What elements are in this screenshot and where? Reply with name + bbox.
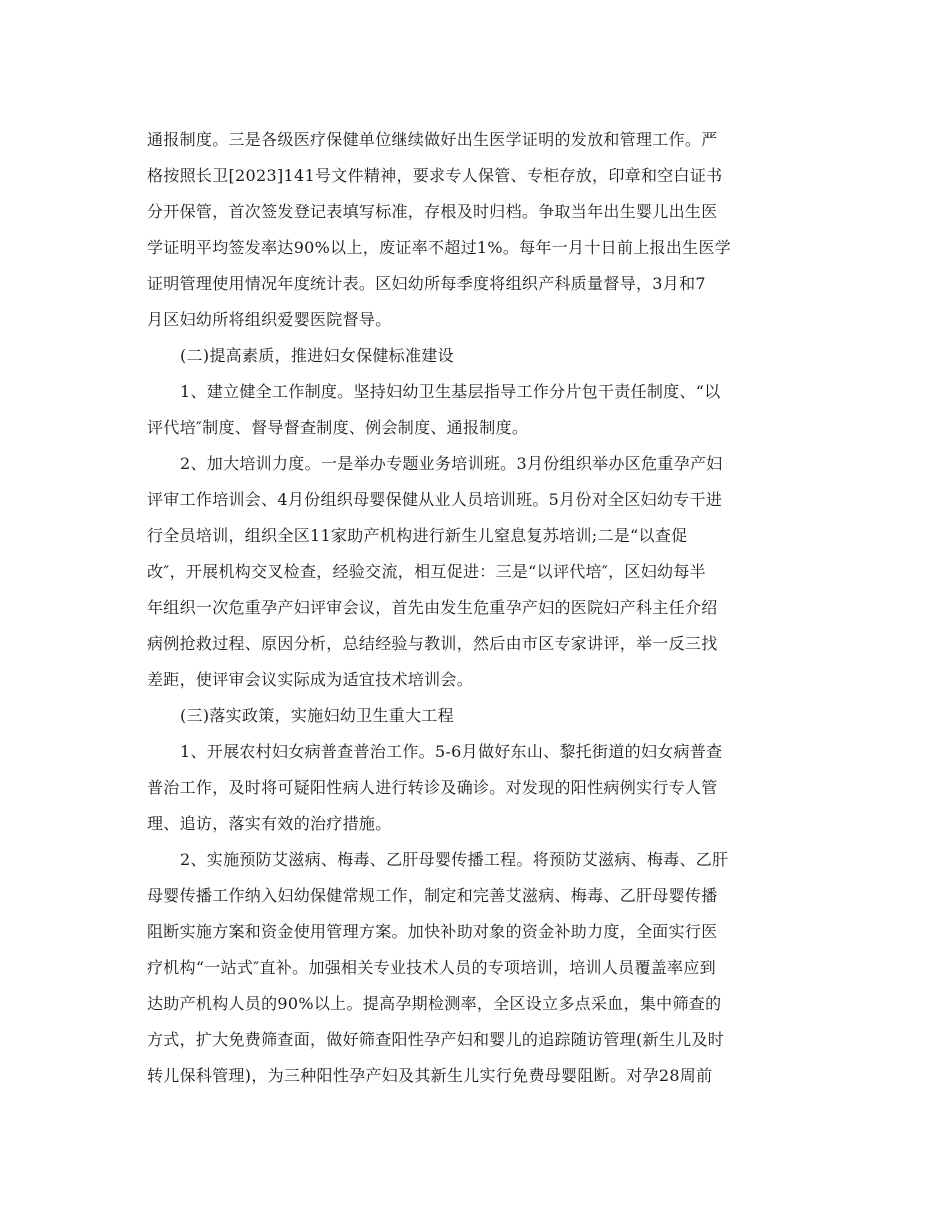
text-line: 普治工作，及时将可疑阳性病人进行转诊及确诊。对发现的阳性病例实行专人管 <box>147 778 718 797</box>
text-line: 分开保管，首次签发登记表填写标准，存根及时归档。争取当年出生婴儿出生医 <box>147 202 718 221</box>
text-line: 格按照长卫[2023]141号文件精神，要求专人保管、专柜存放，印章和空白证书 <box>147 166 723 185</box>
text-line: 理、追访，落实有效的治疗措施。 <box>147 814 392 833</box>
text-line: 1、建立健全工作制度。坚持妇幼卫生基层指导工作分片包干责任制度、“以 <box>180 382 721 401</box>
text-line: 学证明平均签发率达90%以上，废证率不超过1%。每年一月十日前上报出生医学 <box>147 238 732 257</box>
text-line: 阻断实施方案和资金使用管理方案。加快补助对象的资金补助力度，全面实行医 <box>147 922 718 941</box>
text-line: 1、开展农村妇女病普查普治工作。5-6月做好东山、黎托街道的妇女病普查 <box>180 742 723 761</box>
text-line: 改″，开展机构交叉检查，经验交流，相互促进：三是“以评代培″，区妇幼每半 <box>147 562 706 581</box>
text-line: 达助产机构人员的90%以上。提高孕期检测率，全区设立多点采血，集中筛查的 <box>147 994 722 1013</box>
section-heading: (三)落实政策，实施妇幼卫生重大工程 <box>180 706 454 725</box>
text-line: 疗机构“一站式″直补。加强相关专业技术人员的专项培训，培训人员覆盖率应到 <box>147 958 716 977</box>
text-line: 行全员培训，组织全区11家助产机构进行新生儿窒息复苏培训;二是“以查促 <box>147 526 688 545</box>
text-line: 年组织一次危重孕产妇评审会议，首先由发生危重孕产妇的医院妇产科主任介绍 <box>147 598 718 617</box>
text-line: 转儿保科管理)，为三种阳性孕产妇及其新生儿实行免费母婴阻断。对孕28周前 <box>147 1066 713 1085</box>
text-line: 2、实施预防艾滋病、梅毒、乙肝母婴传播工程。将预防艾滋病、梅毒、乙肝 <box>180 850 729 869</box>
text-line: 2、加大培训力度。一是举办专题业务培训班。3月份组织举办区危重孕产妇 <box>180 454 723 473</box>
text-line: 月区妇幼所将组织爱婴医院督导。 <box>147 310 392 329</box>
text-line: 通报制度。三是各级医疗保健单位继续做好出生医学证明的发放和管理工作。严 <box>147 130 718 149</box>
text-line: 病例抢救过程、原因分析，总结经验与教训，然后由市区专家讲评，举一反三找 <box>147 634 718 653</box>
text-line: 差距，使评审会议实际成为适宜技术培训会。 <box>147 670 474 689</box>
text-line: 评代培″制度、督导督查制度、例会制度、通报制度。 <box>147 418 529 437</box>
text-line: 证明管理使用情况年度统计表。区妇幼所每季度将组织产科质量督导，3月和7 <box>147 274 706 293</box>
text-line: 方式，扩大免费筛查面，做好筛查阳性孕产妇和婴儿的追踪随访管理(新生儿及时 <box>147 1030 725 1049</box>
text-line: 评审工作培训会、4月份组织母婴保健从业人员培训班。5月份对全区妇幼专干进 <box>147 490 723 509</box>
text-line: 母婴传播工作纳入妇幼保健常规工作，制定和完善艾滋病、梅毒、乙肝母婴传播 <box>147 886 718 905</box>
section-heading: (二)提高素质，推进妇女保健标准建设 <box>180 346 454 365</box>
